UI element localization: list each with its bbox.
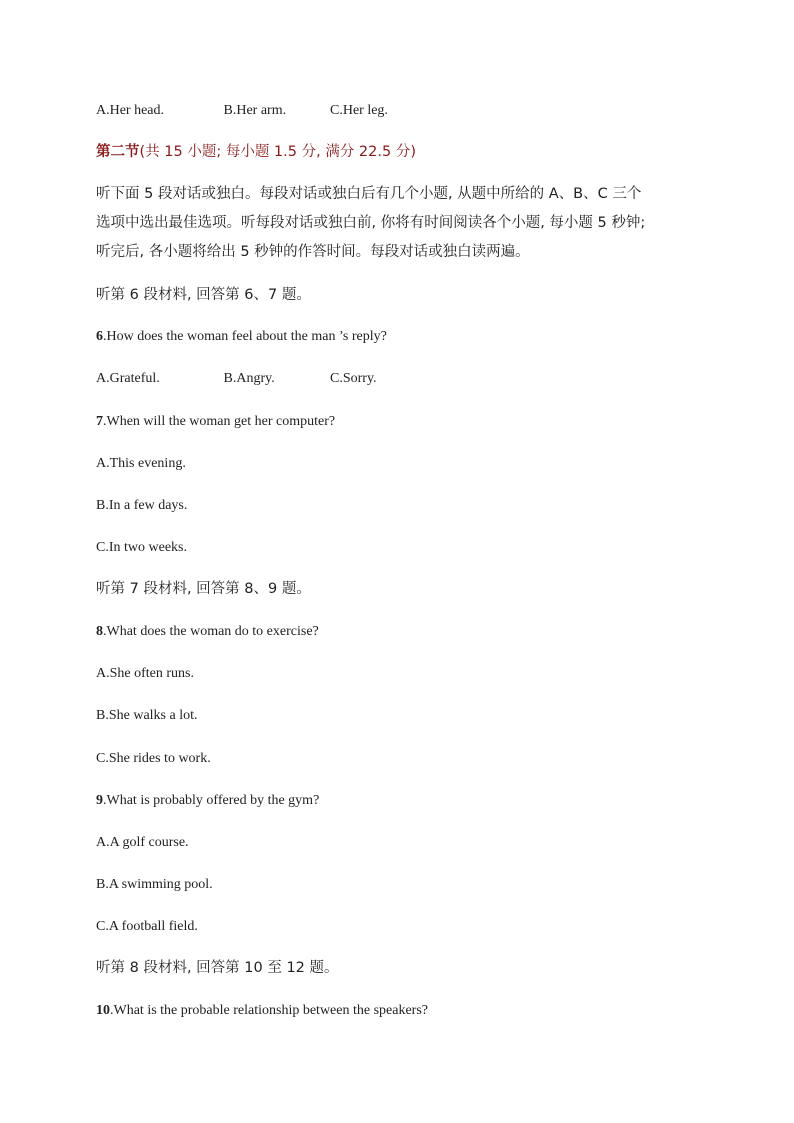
material-6-heading: 听第 6 段材料, 回答第 6、7 题。 xyxy=(96,287,311,303)
material-8-heading: 听第 8 段材料, 回答第 10 至 12 题。 xyxy=(96,960,339,976)
question-text: .When will the woman get her computer? xyxy=(103,414,336,429)
question-7 xyxy=(96,415,335,429)
question-text: .How does the woman feel about the man ’s reply? xyxy=(103,329,387,344)
question-9 xyxy=(96,794,319,808)
option-a: A.Her head. xyxy=(96,103,165,118)
top-options-row xyxy=(96,104,388,118)
question-9-option-a: A.A golf course. xyxy=(96,835,189,850)
question-text: .What does the woman do to exercise? xyxy=(103,624,319,639)
option-a: A.Grateful. xyxy=(96,371,160,386)
option-b: B.Angry. xyxy=(223,371,275,386)
question-8-option-a: A.She often runs. xyxy=(96,666,194,681)
question-7-option-a: A.This evening. xyxy=(96,456,186,471)
section-label: 第二节 xyxy=(96,144,140,160)
section-note: (共 15 小题; 每小题 1.5 分, 满分 22.5 分) xyxy=(139,144,416,160)
section-heading xyxy=(96,145,416,160)
question-7-option-c: C.In two weeks. xyxy=(96,540,187,555)
question-7-option-b: B.In a few days. xyxy=(96,498,188,513)
option-b: B.Her arm. xyxy=(223,103,287,118)
instruction-line-2: 选项中选出最佳选项。听每段对话或独白前, 你将有时间阅读各个小题, 每小题 5 秒钟; xyxy=(96,215,646,231)
question-9-option-c: C.A football field. xyxy=(96,919,198,934)
question-number: 7 xyxy=(96,414,103,429)
question-6 xyxy=(96,330,387,344)
question-number: 6 xyxy=(96,329,103,344)
option-c: C.Her leg. xyxy=(330,103,388,118)
option-c: C.Sorry. xyxy=(330,371,377,386)
question-number: 9 xyxy=(96,793,103,808)
question-text: .What is probably offered by the gym? xyxy=(103,793,320,808)
instruction-line-3: 听完后, 各小题将给出 5 秒钟的作答时间。每段对话或独白读两遍。 xyxy=(96,244,530,260)
question-6-options xyxy=(96,372,377,386)
question-number: 10 xyxy=(96,1003,110,1018)
question-8-option-b: B.She walks a lot. xyxy=(96,708,198,723)
question-text: .What is the probable relationship between the speakers? xyxy=(110,1003,428,1018)
question-8-option-c: C.She rides to work. xyxy=(96,751,211,766)
question-9-option-b: B.A swimming pool. xyxy=(96,877,213,892)
question-number: 8 xyxy=(96,624,103,639)
question-8 xyxy=(96,625,319,639)
instruction-line-1: 听下面 5 段对话或独白。每段对话或独白后有几个小题, 从题中所给的 A、B、C 三个 xyxy=(96,186,642,202)
material-7-heading: 听第 7 段材料, 回答第 8、9 题。 xyxy=(96,581,311,597)
question-10 xyxy=(96,1004,428,1018)
